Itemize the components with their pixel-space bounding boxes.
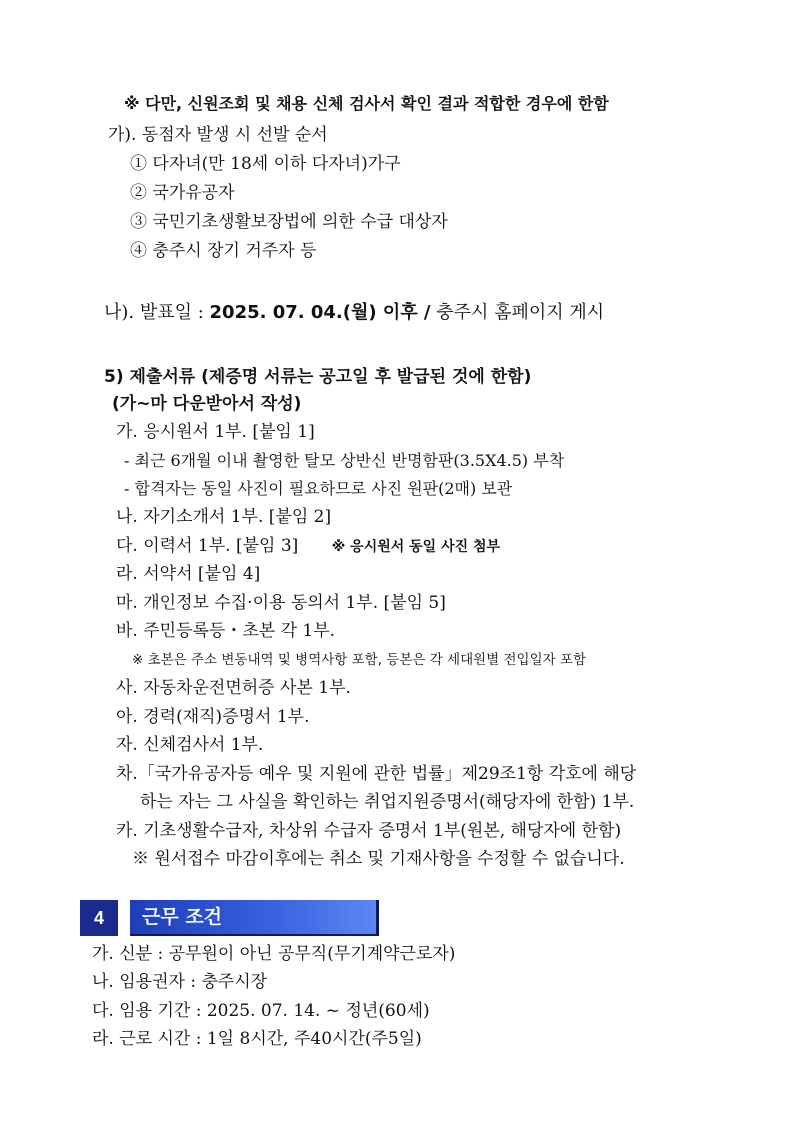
doc-item-cha-cont: 하는 자는 그 사실을 확인하는 취업지원증명서(해당자에 한함) 1부. (140, 792, 635, 812)
doc-item-ga: 가. 응시원서 1부. [붙임 1] (116, 422, 315, 442)
doc-item-sa: 사. 자동차운전면허증 사본 1부. (116, 678, 351, 698)
doc-ba-note: ※ 초본은 주소 변동내역 및 병역사항 포함, 등본은 각 세대원별 전입일자 포함 (132, 652, 587, 668)
doc-item-ma: 마. 개인정보 수집·이용 동의서 1부. [붙임 5] (116, 593, 446, 613)
doc-ga-sub: - 최근 6개월 이내 촬영한 탈모 상반신 반명함판(3.5X4.5) 부착 (124, 451, 565, 470)
announce-date (104, 302, 604, 324)
doc-da-label: 다. 이력서 1부. [붙임 3] (116, 536, 299, 556)
doc-item-ka: 카. 기초생활수급자, 차상위 수급자 증명서 1부(원본, 해당자에 한함) (116, 821, 622, 841)
tie-break-item: ④ 충주시 장기 거주자 등 (130, 241, 317, 261)
announce-prefix: 나). 발표일 : (104, 302, 210, 323)
announce-date-value: 2025. 07. 04.(월) 이후 / (209, 302, 431, 323)
work-condition-item: 다. 임용 기간 : 2025. 07. 14. ~ 정년(60세) (92, 1001, 430, 1021)
documents-heading: 5) 제출서류 (제증명 서류는 공고일 후 발급된 것에 한함) (104, 367, 532, 387)
documents-subheading: (가~마 다운받아서 작성) (112, 394, 302, 414)
tie-break-item: ① 다자녀(만 18세 이하 다자녀)가구 (130, 154, 401, 174)
doc-item-na: 나. 자기소개서 1부. [붙임 2] (116, 507, 332, 527)
doc-da-note: ※ 응시원서 동일 사진 첨부 (331, 539, 501, 555)
doc-ga-sub: - 합격자는 동일 사진이 필요하므로 사진 원판(2매) 보관 (124, 479, 513, 498)
announce-suffix: 충주시 홈페이지 게시 (430, 302, 605, 323)
doc-item-ja: 자. 신체검사서 1부. (116, 735, 264, 755)
section-title-bar (130, 900, 379, 936)
doc-item-da (116, 535, 500, 558)
tie-break-item: ③ 국민기초생활보장법에 의한 수급 대상자 (130, 212, 448, 232)
final-note: ※ 원서접수 마감이후에는 취소 및 기재사항을 수정할 수 없습니다. (132, 849, 625, 869)
doc-item-cha: 차.「국가유공자등 예우 및 지원에 관한 법률」제29조1항 각호에 해당 (116, 764, 637, 784)
doc-item-a: 아. 경력(재직)증명서 1부. (116, 707, 310, 727)
work-condition-item: 라. 근로 시간 : 1일 8시간, 주40시간(주5일) (92, 1029, 422, 1049)
doc-item-ra: 라. 서약서 [붙임 4] (116, 564, 261, 584)
work-condition-item: 가. 신분 : 공무원이 아닌 공무직(무기계약근로자) (92, 944, 456, 964)
tie-break-heading: 가). 동점자 발생 시 선발 순서 (108, 125, 328, 145)
doc-item-ba: 바. 주민등록등・초본 각 1부. (116, 621, 336, 641)
note-top: ※ 다만, 신원조회 및 채용 신체 검사서 확인 결과 적합한 경우에 한함 (124, 94, 609, 113)
tie-break-item: ② 국가유공자 (130, 183, 235, 203)
work-condition-item: 나. 임용권자 : 충주시장 (92, 972, 268, 992)
section-number: 4 (80, 900, 118, 936)
section-title: 근무 조건 (142, 906, 223, 928)
